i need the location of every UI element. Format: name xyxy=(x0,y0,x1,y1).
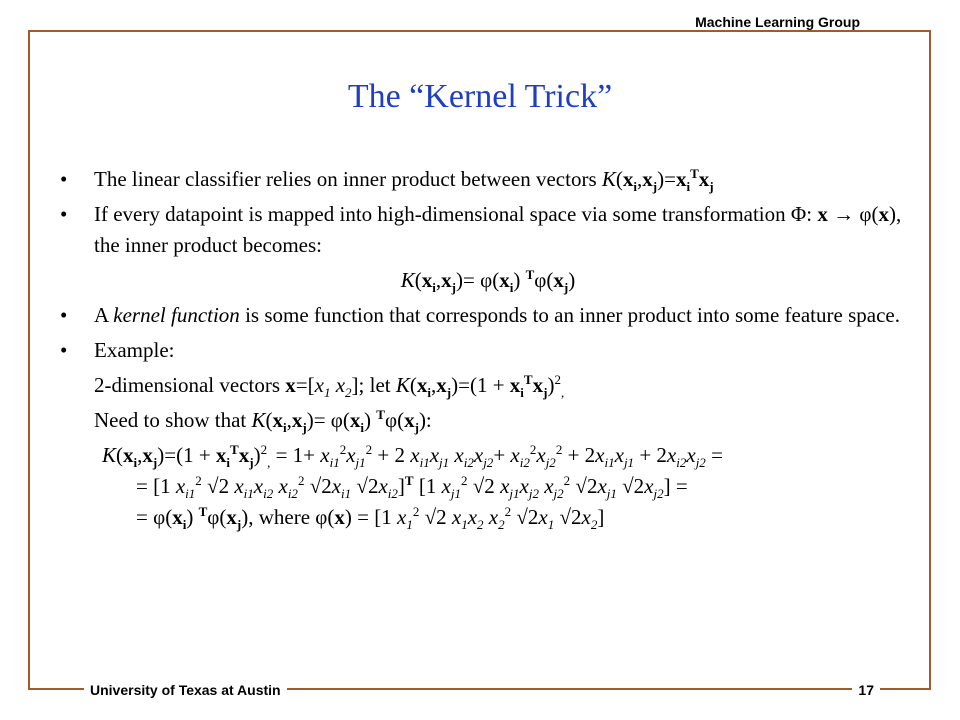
bullet-text: A kernel function is some function that corresponds to an inner product into some feature space. xyxy=(94,303,900,327)
example-text: 2-dimensional vectors $x=[x_1$ $x_2$]; let $K(x_i,x_j)=(1 + x_i^Tx_j)^2_,$ xyxy=(94,372,565,401)
bullet-dot: • xyxy=(60,303,68,327)
bullet-dot: • xyxy=(60,202,68,226)
derivation-line-1 xyxy=(58,440,918,471)
slide-title: The “Kernel Trick” xyxy=(347,78,613,115)
group-label: Machine Learning Group xyxy=(687,14,868,30)
bullet-text: The linear classifier relies on inner product between vectors $K(x_i,x_j)=x_i^Tx_j$ xyxy=(94,166,714,195)
derivation-line-2 xyxy=(58,471,918,502)
derivation-text: $K(x_i,x_j)=(1 + x_i^Tx_j)^2_, = 1+ x_{i1}^2x_{j1}^2 + 2$ $x_{i1}x_{j1}$ $x_{i2}x_{j2}+ x_{i2}^2x_{j2}^2 + 2x_{i1}x_{j1} + 2x_{i2}x_{j2}$ = xyxy=(102,442,723,471)
example-text: Need to show that $K(x_i,x_j)= \varphi(x_i)$ $^T\varphi(x_j)$: xyxy=(94,407,432,436)
bullet-inner-product xyxy=(58,164,918,195)
derivation-text: = [1 $x_{i1}^2$ √2 $x_{i1}x_{i2}$ $x_{i2}^2$ $√2x_{i1}$ $√2x_{i2}]^T$ [1 $x_{j1}^2$ √2 $x_{j1}x_{j2}$ $x_{j2}^2$ $√2x_{j1}$ $√2x_{j2}$] = xyxy=(136,473,688,502)
derivation-text: = $\varphi(x_i)$ $^T\varphi(x_j)$, where φ(x) = [1 $x_1^2$ √2 $x_1x_2$ $x_2^2$ $√2x_1$ $√2x_2$] xyxy=(136,504,605,533)
bullet-kernel-function xyxy=(58,300,918,331)
kernel-formula xyxy=(58,265,918,296)
example-goal xyxy=(58,405,918,436)
bullet-text: Example: xyxy=(94,338,175,362)
bullet-mapping xyxy=(58,199,918,261)
slide-content xyxy=(58,164,918,533)
formula-text: $K(x_i,x_j)= \varphi(x_i)$ $^T\varphi(x_j)$ xyxy=(400,267,576,296)
bullet-dot: • xyxy=(60,167,68,191)
derivation-line-3 xyxy=(58,502,918,533)
page-number: 17 xyxy=(852,682,880,698)
university-label: University of Texas at Austin xyxy=(84,682,287,698)
bullet-example xyxy=(58,335,918,366)
bullet-text: If every datapoint is mapped into high-dimensional space via some transformation Φ: x → φ(x), the inner product becomes: xyxy=(94,202,902,257)
bullet-dot: • xyxy=(60,338,68,362)
example-vectors xyxy=(58,370,918,401)
